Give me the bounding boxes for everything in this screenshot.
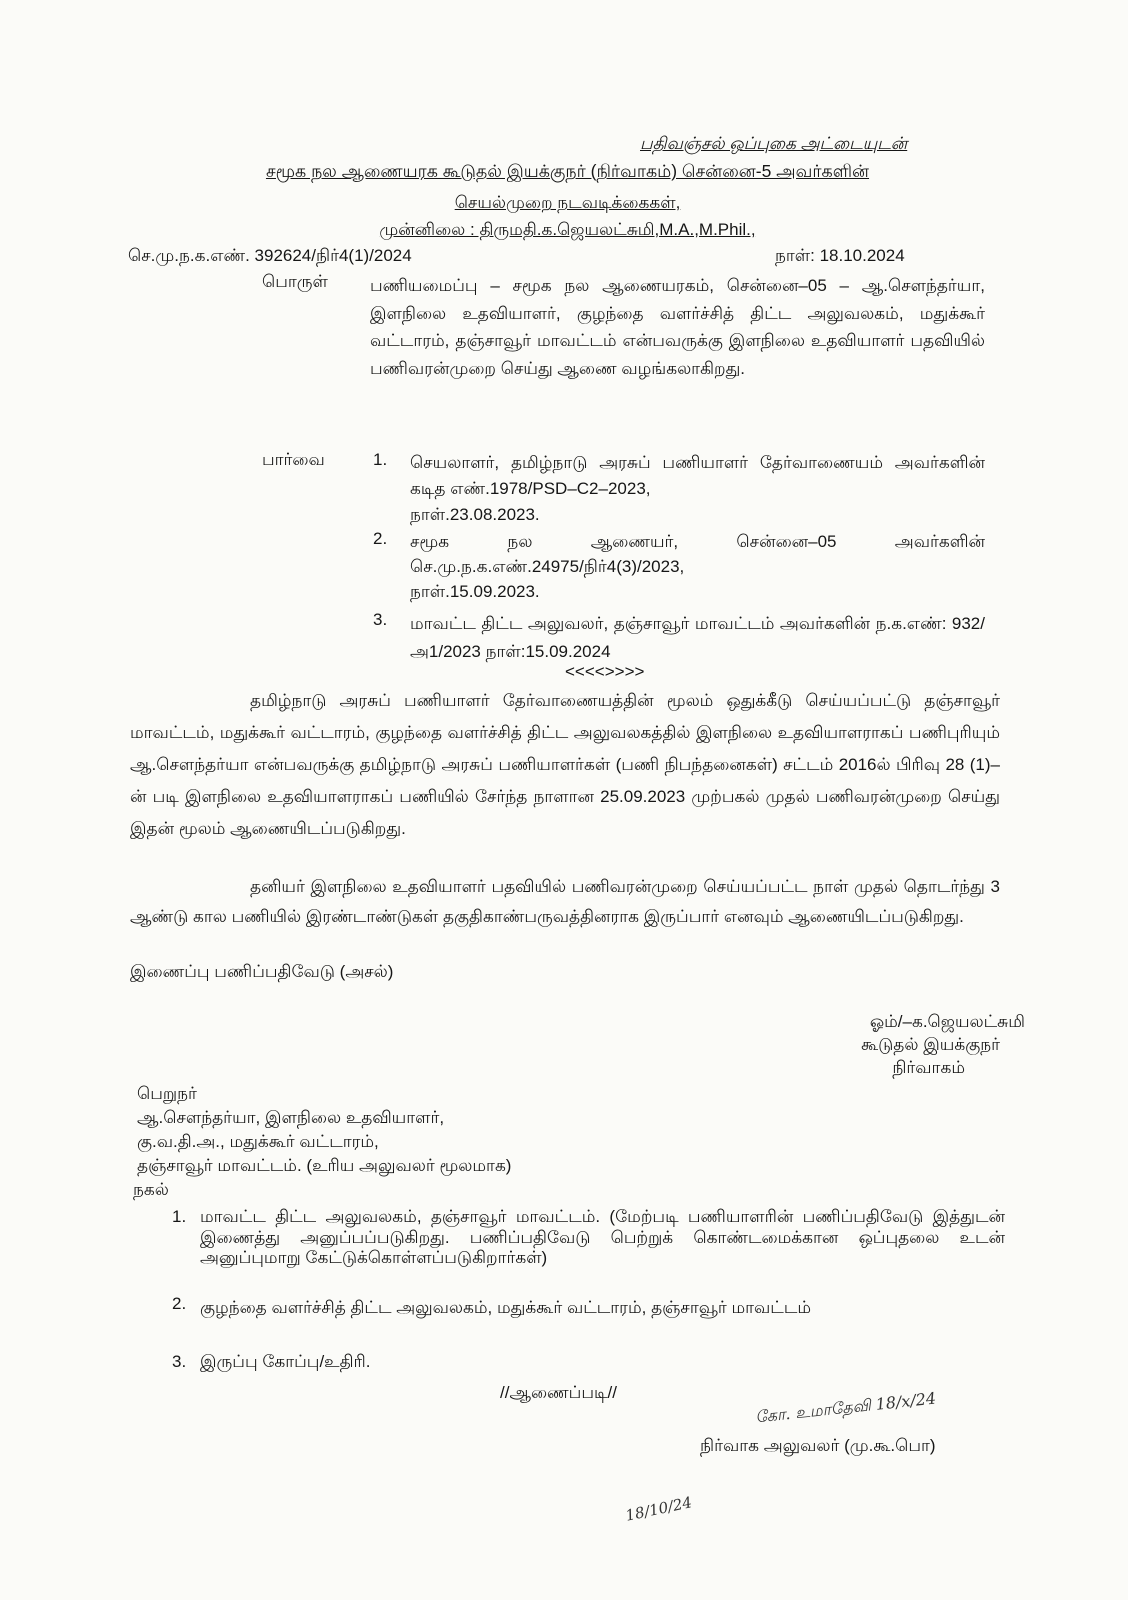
copy-number: 1. bbox=[172, 1207, 187, 1226]
reference-date: நாள்.15.09.2023. bbox=[410, 582, 540, 601]
reference-item bbox=[373, 610, 985, 666]
by-order: //ஆணைப்படி// bbox=[500, 1383, 617, 1402]
subject-text: பணியமைப்பு – சமூக நல ஆணையரகம், சென்னை–05 – ஆ.சௌந்தர்யா, இளநிலை உதவியாளர், குழந்தை வளர்ச்சித் திட்ட அலுவலகம், மதுக்கூர் வட்டாரம், தஞ்சாவூர் மாவட்டம் என்பவருக்கு இளநிலை உதவியாளர் பதவியில் பணிவரன்முறை செய்து ஆணை வழங்கலாகிறது. bbox=[370, 276, 985, 378]
reference-number: செ.மு.ந.க.எண். 392624/நிர்4(1)/2024 bbox=[128, 246, 412, 265]
signatory-name: ஓம்/–க.ஜெயலட்சுமி bbox=[869, 1012, 1025, 1031]
separator: <<<<>>>> bbox=[565, 662, 645, 681]
reference-item bbox=[373, 529, 985, 605]
recipient-line: ஆ.சௌந்தர்யா, இளநிலை உதவியாளர், bbox=[137, 1108, 445, 1127]
recipient-line: கு.வ.தி.அ., மதுக்கூர் வட்டாரம், bbox=[137, 1132, 379, 1151]
paragraph-1: தமிழ்நாடு அரசுப் பணியாளர் தேர்வாணையத்தின் மூலம் ஒதுக்கீடு செய்யப்பட்டு தஞ்சாவூர் மாவட்டம், மதுக்கூர் வட்டாரம், குழந்தை வளர்ச்சித் திட்ட அலுவலகத்தில் இளநிலை உதவியாளராகப் பணிபுரியும் ஆ.சௌந்தர்யா என்பவருக்கு தமிழ்நாடு அரசுப் பணியாளர்கள் (பணி நிபந்தனைகள்) சட்டம் 2016ல் பிரிவு 28 (1)–ன் படி இளநிலை உதவியாளராகப் பணியில் சேர்ந்த நாளான 25.09.2023 முற்பகல் முதல் பணிவரன்முறை செய்து இதன் மூலம் ஆணையிடப்படுகிறது. bbox=[130, 691, 1000, 838]
title-line-2: செயல்முறை நடவடிக்கைகள், bbox=[454, 193, 681, 212]
copy-number: 2. bbox=[172, 1294, 187, 1313]
officer-designation: நிர்வாக அலுவலர் (மு.கூ.பொ) bbox=[700, 1436, 936, 1455]
signatory-department: நிர்வாகம் bbox=[892, 1058, 965, 1077]
signatory-designation: கூடுதல் இயக்குநர் bbox=[861, 1035, 1000, 1054]
title-line-1: சமூக நல ஆணையரக கூடுதல் இயக்குநர் (நிர்வாகம்) சென்னை-5 அவர்களின் bbox=[265, 161, 870, 181]
subject-label: பொருள் bbox=[262, 272, 328, 291]
reference-number: 2. bbox=[373, 529, 388, 548]
copy-item bbox=[172, 1207, 1005, 1269]
order-date: நாள்: 18.10.2024 bbox=[775, 246, 905, 265]
recipient-label: பெறுநர் bbox=[137, 1084, 197, 1103]
reference-number: 3. bbox=[373, 610, 388, 629]
reference-number: 1. bbox=[373, 450, 388, 469]
presence-line: முன்னிலை : திருமதி.க.ஜெயலட்சுமி,M.A.,M.Phil., bbox=[379, 220, 756, 239]
copy-item bbox=[172, 1352, 1005, 1374]
paragraph-2: தனியர் இளநிலை உதவியாளர் பதவியில் பணிவரன்முறை செய்யப்பட்ட நாள் முதல் தொடர்ந்து 3 ஆண்டு கால பணியில் இரண்டாண்டுகள் தகுதிகாண்பருவத்தினராக இருப்பார் எனவும் ஆணையிடப்படுகிறது. bbox=[130, 877, 1000, 926]
reference-text-2: செ.மு.ந.க.எண்.24975/நிர்4(3)/2023, bbox=[410, 557, 685, 576]
handwritten-initials: 18/10/24 bbox=[623, 1493, 694, 1525]
copy-item bbox=[172, 1294, 1005, 1322]
copy-label: நகல் bbox=[133, 1180, 169, 1199]
signatory-block bbox=[760, 1010, 1025, 1079]
recipient-block bbox=[137, 1082, 511, 1178]
copy-text: இருப்பு கோப்பு/உதிரி. bbox=[200, 1352, 371, 1371]
reference-text: மாவட்ட திட்ட அலுவலர், தஞ்சாவூர் மாவட்டம் அவர்களின் ந.க.எண்: 932/அ1/2023 நாள்:15.09.2024 bbox=[410, 614, 985, 661]
reference-text: செயலாளர், தமிழ்நாடு அரசுப் பணியாளர் தேர்வாணையம் அவர்களின் கடித எண்.1978/PSD–C2–2023, bbox=[410, 453, 985, 498]
recipient-line: தஞ்சாவூர் மாவட்டம். (உரிய அலுவலர் மூலமாக) bbox=[137, 1156, 512, 1175]
reference-text: சமூக நல ஆணையர், சென்னை–05 அவர்களின் bbox=[410, 532, 985, 551]
reference-item bbox=[373, 450, 985, 528]
copy-number: 3. bbox=[172, 1352, 187, 1371]
enclosure: இணைப்பு பணிப்பதிவேடு (அசல்) bbox=[130, 962, 394, 981]
copy-text: குழந்தை வளர்ச்சித் திட்ட அலுவலகம், மதுக்கூர் வட்டாரம், தஞ்சாவூர் மாவட்டம் bbox=[200, 1298, 812, 1317]
postal-note: பதிவஞ்சல் ஒப்புகை அட்டையுடன் bbox=[640, 134, 908, 153]
handwritten-signature: கோ. உமாதேவி 18/x/24 bbox=[754, 1388, 937, 1427]
reference-date: நாள்.23.08.2023. bbox=[410, 505, 540, 524]
references-label: பார்வை bbox=[262, 450, 325, 469]
copy-text: மாவட்ட திட்ட அலுவலகம், தஞ்சாவூர் மாவட்டம். (மேற்படி பணியாளரின் பணிப்பதிவேடு இத்துடன் இணைத்து அனுப்பப்படுகிறது. பணிப்பதிவேடு பெற்றுக் கொண்டமைக்கான ஒப்புதலை உடன் அனுப்புமாறு கேட்டுக்கொள்ளப்படுகிறார்கள்) bbox=[200, 1207, 1005, 1267]
